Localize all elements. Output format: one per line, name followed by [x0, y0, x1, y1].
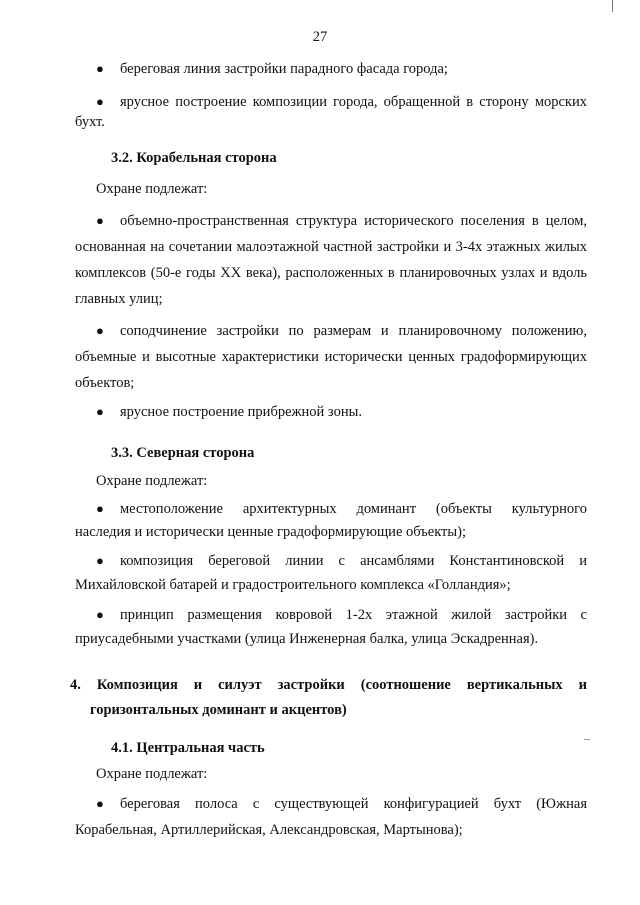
text-line: объемные и высотные характеристики исторически ценных градоформирующих — [75, 349, 587, 365]
text-line: приусадебными участками (улица Инженерная балка, улица Эскадренная). — [75, 631, 539, 647]
text-line: ярусное построение композиции города, обращенной в сторону морских — [120, 94, 587, 110]
bullet-icon: ● — [96, 553, 104, 568]
text-line: ярусное построение прибрежной зоны. — [120, 404, 362, 420]
section-intro: Охране подлежат: — [96, 473, 208, 489]
bullet-icon: ● — [96, 607, 104, 622]
section-heading: горизонтальных доминант и акцентов) — [90, 702, 347, 718]
text-line: принцип размещения ковровой 1-2х этажной жилой застройки с — [120, 607, 587, 623]
text-line: береговая линия застройки парадного фасада города; — [120, 61, 448, 77]
scan-edge-mark — [612, 0, 613, 12]
text-line: наследия и исторически ценные градоформирующие объекты); — [75, 524, 466, 540]
text-line: Михайловской батарей и градостроительного комплекса «Голландия»; — [75, 577, 511, 593]
text-line: основанная на сочетании малоэтажной частной застройки и 3-4х этажных жилых — [75, 239, 587, 255]
section-heading: 3.2. Корабельная сторона — [111, 150, 277, 166]
text-line: местоположение архитектурных доминант (объекты культурного — [120, 501, 587, 517]
text-line: бухт. — [75, 114, 105, 130]
bullet-icon: ● — [96, 404, 104, 419]
section-heading: 4. Композиция и силуэт застройки (соотношение вертикальных и — [70, 677, 587, 693]
text-line: объемно-пространственная структура исторического поселения в целом, — [120, 213, 587, 229]
text-line: объектов; — [75, 375, 135, 391]
bullet-icon: ● — [96, 61, 104, 76]
text-line: комплексов (50-е годы XX века), расположенных в планировочных узлах и вдоль — [75, 265, 587, 281]
bullet-icon: ● — [96, 501, 104, 516]
section-heading: 4.1. Центральная часть — [111, 740, 265, 756]
section-intro: Охране подлежат: — [96, 181, 208, 197]
bullet-icon: ● — [96, 796, 104, 811]
text-line: соподчинение застройки по размерам и планировочному положению, — [120, 323, 587, 339]
section-intro: Охране подлежат: — [96, 766, 208, 782]
page-number: 27 — [312, 29, 328, 45]
section-heading: 3.3. Северная сторона — [111, 445, 255, 461]
text-line: главных улиц; — [75, 291, 163, 307]
scan-mark — [584, 739, 590, 740]
bullet-icon: ● — [96, 94, 104, 109]
text-line: композиция береговой линии с ансамблями Константиновской и — [120, 553, 587, 569]
bullet-icon: ● — [96, 213, 104, 228]
text-line: Корабельная, Артиллерийская, Александровская, Мартынова); — [75, 822, 463, 838]
bullet-icon: ● — [96, 323, 104, 338]
text-line: береговая полоса с существующей конфигурацией бухт (Южная — [120, 796, 587, 812]
